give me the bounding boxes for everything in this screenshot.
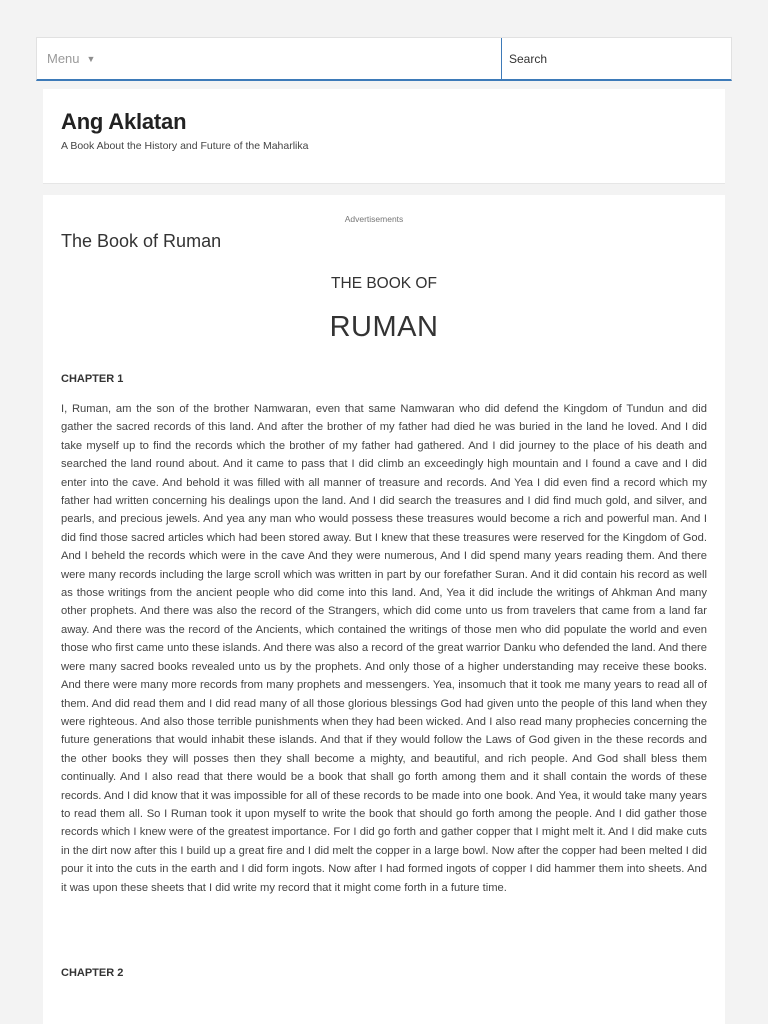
- chapter-1-text: I, Ruman, am the son of the brother Namwaran, even that same Namwaran who did defend the Kingdom of Tundun and did gather the sacred records of this land. And after the brother of my father had died he was buried in the land he loved. And I did take myself up to find the records which the brother of my father had gathered. And I did journey to the place of his death and searched the land round about. And it came to pass that I did climb an exceedingly high mountain and I found a cave and I did enter into the cave. And behold it was filled with all manner of treasure and records. And Yea I did even find a record which my father had written concerning his dealings upon the land. And I did search the treasures and I did find much gold, and silver, and pearls, and precious jewels. And yea any man who would possess these treasures would become a rich and powerful man. And I did find those sacred articles which had been stored away. But I knew that these treasures were reserved for the Kingdom of God. And I beheld the records which were in the cave And they were numerous, And I did spend many years reading them. And there were many records including the large scroll which was written in part by our forefather Suran. And it did contain his record as well as those writings from the ancient people who did come into this land. And, Yea it did include the writings of Ahkman And many other prophets. And there was also the record of the Strangers, which did come unto us from travelers that came from a land far away. And there was the record of the Ancients, which contained the writings of those men who did populate the world and even those who first came unto these islands. And there was also a record of the great warrior Danku who defended the land. And there were many sacred books revealed unto us by the prophets. And only those of a higher understanding may receive these books. And there were many more records from many prophets and messengers. Yea, insomuch that it took me many years to read all of them. And did read them and I did read many of all those glorious blessings God had given unto the people of this land when they were righteous. And also those terrible punishments when they had been wicked. And I also read many prophecies concerning the future generations that would inhabit these islands. And that if they would follow the Laws of God given in the these records and the other books they will posses then they shall become a mighty, and beautiful, and rich people. And God shall bless them continually. And I also read that there would be a book that shall go forth among them and it shall contain the words of these records. And I did know that it was impossible for all of these records to be made into one book. And Yea, it would take many years to read them all. So I Ruman took it upon myself to write the book that should go forth among the people. And I did gather those records which I knew were of the greatest importance. For I did go forth and gather copper that I might melt it. And I did make cuts in the dirt now after this I build up a great fire and I did melt the copper in a large bowl. Now after the copper had been melted I did pour it into the cuts in the earth and I did form ingots. Now after I had formed ingots of copper I did hammer them into sheets. And it was upon these sheets that I did write my record that it might come forth in a future time.: [61, 403, 707, 894]
- search-box: [501, 38, 731, 79]
- post-content: [43, 195, 725, 1024]
- book-heading-large: RUMAN: [329, 311, 439, 343]
- post-title: The Book of Ruman: [61, 231, 222, 251]
- top-navigation-bar: [36, 37, 732, 81]
- site-title[interactable]: Ang Aklatan: [61, 109, 187, 134]
- chapter-2-heading: CHAPTER 2: [61, 967, 124, 979]
- site-header: [43, 89, 725, 184]
- search-input[interactable]: [502, 52, 731, 66]
- site-description: A Book About the History and Future of the Maharlika: [61, 140, 309, 152]
- menu-label: Menu: [47, 51, 80, 66]
- caret-down-icon: ▼: [86, 53, 96, 64]
- menu-toggle[interactable]: [37, 38, 501, 79]
- chapter-1-heading: CHAPTER 1: [61, 373, 124, 385]
- advertisements-label: Advertisements: [344, 214, 404, 224]
- book-heading-small: THE BOOK OF: [331, 275, 437, 292]
